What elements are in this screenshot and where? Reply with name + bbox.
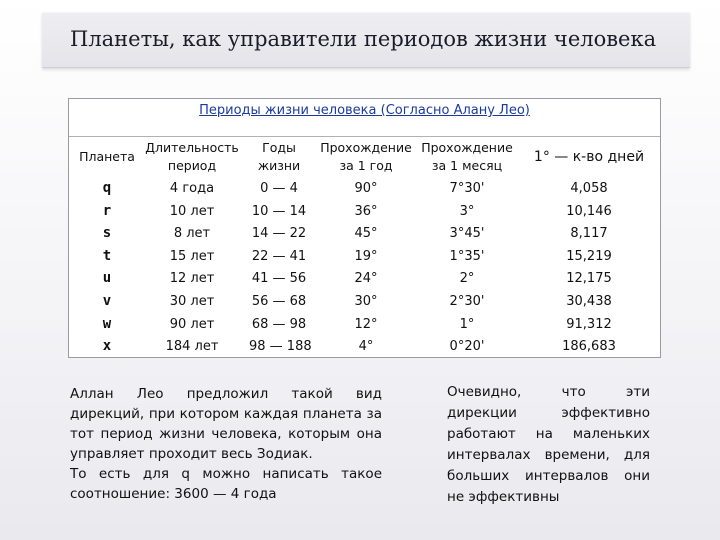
cell-years: 22 — 41 xyxy=(251,248,307,264)
cell-per-year: 12° xyxy=(354,316,378,332)
cell-duration: 90 лет xyxy=(169,316,215,332)
cell-planet-symbol: q xyxy=(102,180,112,196)
cell-per-month: 1° xyxy=(459,316,475,332)
periods-table xyxy=(68,98,661,358)
right-line: не эффективны xyxy=(447,489,560,505)
cell-planet-symbol: r xyxy=(102,202,112,219)
cell-per-year: 90° xyxy=(354,181,378,196)
left-line: дирекций, при котором каждая планета за xyxy=(70,406,382,422)
cell-planet-symbol: u xyxy=(102,270,112,287)
cell-days: 12,175 xyxy=(566,271,612,287)
cell-per-month: 3° xyxy=(459,203,475,219)
cell-per-month: 1°35' xyxy=(449,248,485,264)
right-line: больших интервалов они xyxy=(447,468,650,484)
cell-per-year: 45° xyxy=(354,226,378,242)
header-per-year: Прохождение за 1 год xyxy=(320,140,412,173)
cell-duration: 4 года xyxy=(169,181,215,196)
cell-per-month: 0°20' xyxy=(449,339,485,355)
cell-duration: 12 лет xyxy=(169,271,215,287)
left-line: управляет проходит весь Зодиак. xyxy=(70,446,313,462)
slide-title: Планеты, как управители периодов жизни человека xyxy=(70,27,657,51)
cell-years: 14 — 22 xyxy=(251,226,307,242)
header-per-month: Прохождение за 1 месяц xyxy=(421,140,513,173)
cell-days: 186,683 xyxy=(562,339,616,355)
cell-days: 30,438 xyxy=(566,294,612,309)
cell-planet-symbol: x xyxy=(102,338,112,355)
cell-duration: 15 лет xyxy=(169,248,215,264)
cell-years: 68 — 98 xyxy=(251,316,307,332)
cell-duration: 30 лет xyxy=(169,294,215,309)
header-planet: Планета xyxy=(79,149,135,164)
cell-days: 4,058 xyxy=(570,181,608,196)
cell-per-year: 30° xyxy=(354,294,378,309)
cell-planet-symbol: s xyxy=(102,225,112,242)
cell-days: 10,146 xyxy=(566,203,612,219)
cell-per-year: 36° xyxy=(354,203,378,219)
table-caption: Периоды жизни человека (Согласно Алану Лео) xyxy=(199,103,530,118)
cell-years: 10 — 14 xyxy=(251,203,307,219)
cell-planet-symbol: v xyxy=(102,293,112,309)
left-line: тот период жизни человека, которым она xyxy=(70,426,382,442)
cell-years: 98 — 188 xyxy=(249,339,312,355)
caption-divider xyxy=(69,136,660,137)
cell-per-year: 19° xyxy=(354,248,378,264)
right-line: Очевидно, что эти xyxy=(447,384,650,400)
cell-days: 15,219 xyxy=(566,248,612,264)
cell-duration: 10 лет xyxy=(169,203,215,219)
right-line: работают на маленьких xyxy=(447,426,650,442)
cell-years: 0 — 4 xyxy=(260,181,298,196)
left-line: Аллан Лео предложил такой вид xyxy=(70,386,382,402)
right-paragraph xyxy=(447,382,650,508)
left-line: соотношение: 3600 — 4 года xyxy=(70,486,277,502)
cell-days: 91,312 xyxy=(566,316,612,332)
cell-per-month: 7°30' xyxy=(449,181,485,196)
right-line: дирекции эффективно xyxy=(447,405,650,421)
header-duration: Длительность период xyxy=(145,140,239,173)
cell-per-year: 4° xyxy=(358,339,374,355)
cell-per-month: 2°30' xyxy=(449,294,485,309)
cell-planet-symbol: t xyxy=(102,247,112,264)
cell-years: 56 — 68 xyxy=(251,294,307,309)
header-years: Годы жизни xyxy=(257,140,301,173)
cell-years: 41 — 56 xyxy=(251,271,307,287)
cell-per-month: 2° xyxy=(459,271,475,287)
cell-per-year: 24° xyxy=(354,271,378,287)
cell-days: 8,117 xyxy=(570,226,608,242)
cell-duration: 184 лет xyxy=(165,339,219,355)
cell-planet-symbol: w xyxy=(102,315,112,332)
right-line: интервалах времени, для xyxy=(447,447,650,463)
cell-per-month: 3°45' xyxy=(449,226,485,242)
header-days: 1° — к-во дней xyxy=(533,149,645,165)
left-paragraph xyxy=(70,384,382,504)
title-bar xyxy=(42,12,690,68)
cell-duration: 8 лет xyxy=(173,226,211,242)
left-line: То есть для q можно написать такое xyxy=(70,466,382,482)
